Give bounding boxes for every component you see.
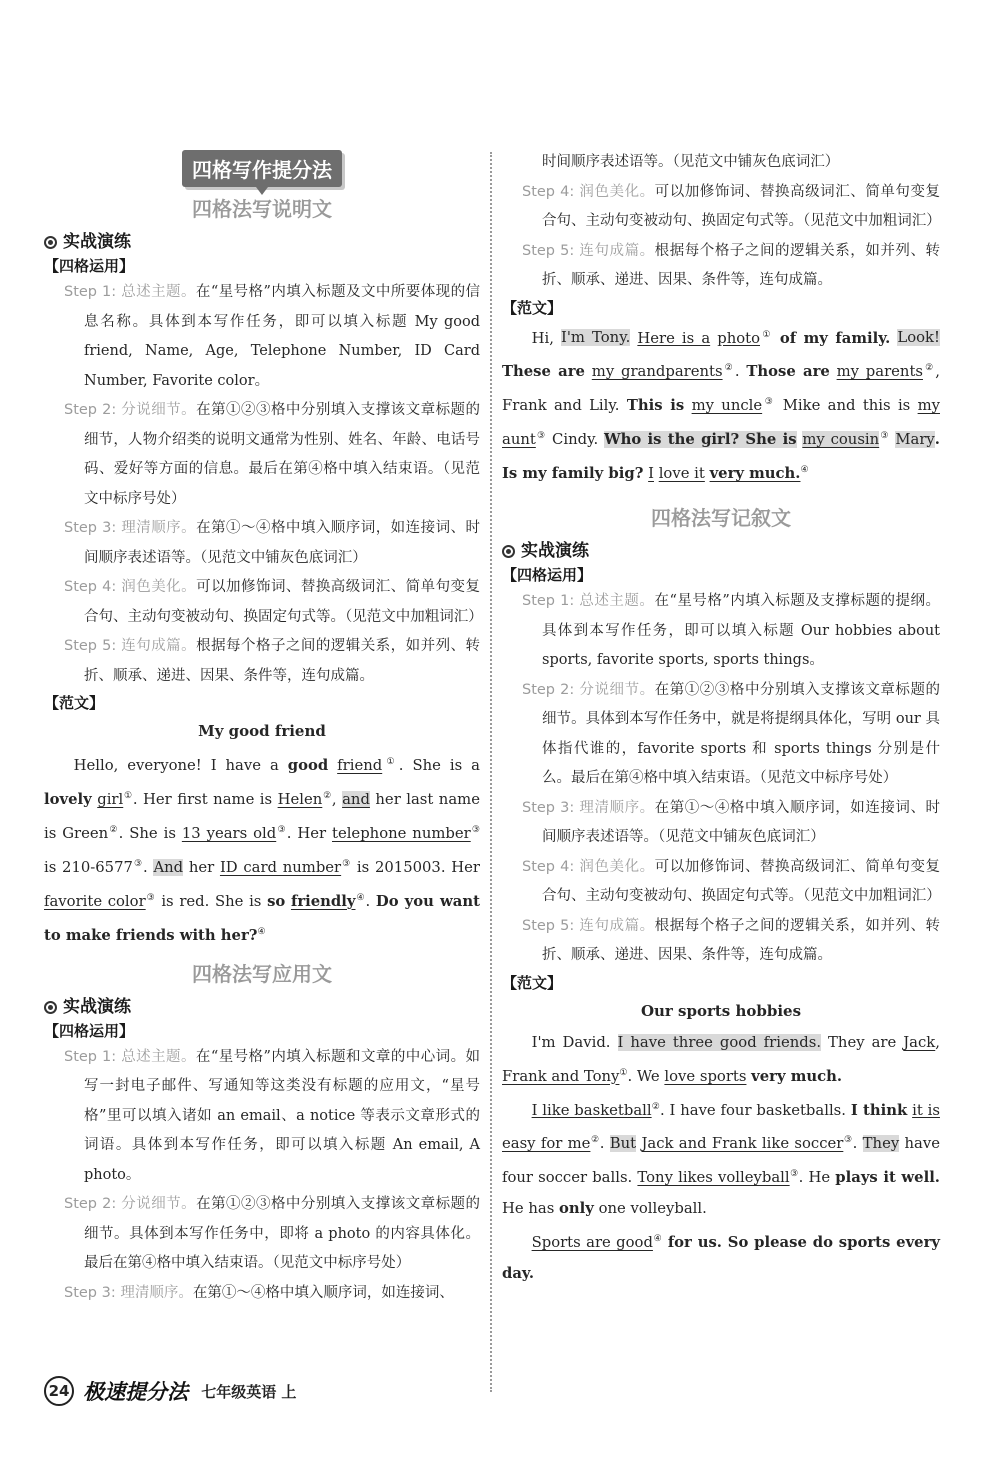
step-1: Step 1: 总述主题。在“星号格”内填入标题及文中所要体现的信息名称。具体到本写作任务，即可以填入标题 My good friend, Name, Age, Telephone Number, ID Card Number, Favorite color。 [64,284,481,389]
target-icon [44,236,57,249]
target-icon [502,545,515,558]
bracket-label: 【四格运用】 [44,1021,135,1040]
step-5: Step 5: 连句成篇。根据每个格子之间的逻辑关系，如并列、转折、顺承、递进、因果、条件等，连句成篇。 [64,638,481,684]
model-label: 【范文】 [44,694,105,712]
column-divider [490,152,492,1392]
step-4: Step 4: 润色美化。可以加修饰词、替换高级词汇、简单句变复合句、主动句变被动句、换固定句式等。（见范文中加粗词汇） [64,579,483,625]
step-3: Step 3: 理清顺序。在第①～④格中填入顺序词，如连接词、时间顺序表述语等。（见范文中铺灰色底词汇） [522,799,941,846]
section-title-practical: 四格法写应用文 [192,961,332,986]
page-number: 24 [44,1376,74,1406]
step-3: Step 3: 理清顺序。在第①～④格中填入顺序词，如连接词、时间顺序表述语等。（见范文中铺灰色底词汇） [64,520,481,566]
step-5: Step 5: 连句成篇。根据每个格子之间的逻辑关系，如并列、转折、顺承、递进、因果、条件等，连句成篇。 [522,917,941,964]
model-essay-sports: I'm David. I have three good friends. They are Jack, Frank and Tony①. We love sports very much. I like basketball②. I have four basketballs. I think it is easy for me②. But Jack and Frank like soccer③. They have four soccer balls. Tony likes volleyball③. He plays it well. He has only one volleyball. Sports are good④ for us. So please do sports every day. [502,1033,940,1283]
step-1: Step 1: 总述主题。在“星号格”内填入标题和文章的中心词。如写一封电子邮件、写通知等这类没有标题的应用文，“星号格”里可以填入诸如 an email、a notice 等表示文章形式的词语。具体到本写作任务，即可以填入标题 An email, A photo。 [64,1048,481,1183]
section-title-expository: 四格法写说明文 [192,197,332,221]
step-2: Step 2: 分说细节。在第①②③格中分别填入支撑该文章标题的细节，人物介绍类的说明文通常为性别、姓名、年龄、电话号码、爱好等方面的信息。最后在第④格中填入结束语。（见范文中标序号处） [64,402,481,507]
step-5: Step 5: 连句成篇。根据每个格子之间的逻辑关系，如并列、转折、顺承、递进、因果、条件等，连句成篇。 [522,242,941,288]
step-1: Step 1: 总述主题。在“星号格”内填入标题及支撑标题的提纲。具体到本写作任务，即可以填入标题 Our hobbies about sports, favorite sports, sports things。 [522,593,941,669]
section-title-narrative: 四格法写记叙文 [651,506,791,531]
brand-logo: 极速提分法 [83,1380,189,1404]
practice-heading: 实战演练 [44,230,480,254]
book-title: 七年级英语 上 [201,1382,297,1401]
step-2: Step 2: 分说细节。在第①②③格中分别填入支撑该文章标题的细节。具体到本写作任务中，就是将提纲具体化，写明 our 具体指代谁的，favorite sports 和 sports things 分别是什么。最后在第④格中填入结束语。（见范文中标序号处） [522,681,941,787]
step-4: Step 4: 润色美化。可以加修饰词、替换高级词汇、简单句变复合句、主动句变被动句、换固定句式等。（见范文中加粗词汇） [522,183,941,229]
step-2: Step 2: 分说细节。在第①②③格中分别填入支撑该文章标题的细节。具体到本写作任务中，即将 a photo 的内容具体化。最后在第④格中填入结束语。（见范文中标序号处） [64,1196,481,1272]
page-footer [44,1376,464,1412]
bracket-label: 【四格运用】 [502,566,593,585]
banner-wrap [44,150,480,188]
step-3: Step 3: 理清顺序。在第①～④格中填入顺序词，如连接词、 [64,1284,454,1301]
bracket-label: 【四格运用】 [44,257,135,275]
right-column [502,148,940,1289]
model-label: 【范文】 [502,298,563,317]
target-icon [44,1001,57,1014]
practice-heading: 实战演练 [502,539,940,563]
essay-title: Our sports hobbies [640,1001,802,1020]
page-banner: 四格写作提分法 [182,150,342,187]
model-label: 【范文】 [502,973,563,992]
left-column [44,150,483,1308]
step-4: Step 4: 润色美化。可以加修饰词、替换高级词汇、简单句变复合句、主动句变被动句、换固定句式等。（见范文中加粗词汇） [522,858,941,905]
model-essay: Hello, everyone! I have a good friend①. She is a lovely girl①. Her first name is Helen②, and her last name is Green②. She is 13 years old③. Her telephone number③ is 210-6577③. And her ID card number③ is 2015003. Her favorite color③ is red. She is so friendly④. Do you want to make friends with her?④ [44,756,480,944]
model-essay-family: Hi, I'm Tony. Here is a photo① of my family. Look! These are my grandparents②. Those are my parents②, Frank and Lily. This is my uncle③ Mike and this is my aunt③ Cindy. Who is the girl? She is my cousin③ Mary. Is my family big? I love it very much.④ [502,329,940,483]
practice-heading: 实战演练 [44,995,480,1019]
essay-title: My good friend [198,722,326,740]
continued-line: 时间顺序表述语等。（见范文中铺灰色底词汇） [542,154,840,170]
